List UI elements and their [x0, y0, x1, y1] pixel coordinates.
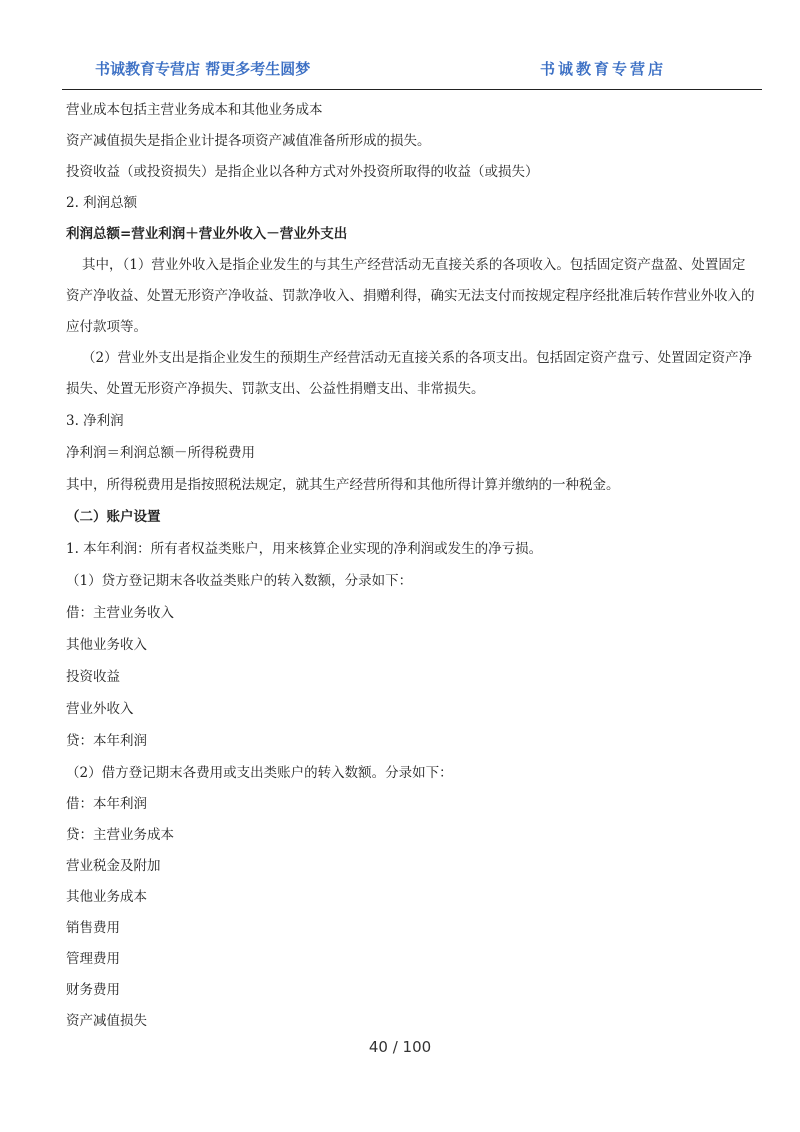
entry-line: 其他业务成本	[66, 889, 147, 905]
header-left-title: 书诚教育专营店 帮更多考生圆梦	[95, 60, 311, 78]
header-divider	[62, 89, 762, 90]
text-line: （1）贷方登记期末各收益类账户的转入数额，分录如下：	[66, 573, 413, 589]
text-line: （2）借方登记期末各费用或支出类账户的转入数额。分录如下：	[66, 765, 453, 781]
entry-line: 贷：主营业务成本	[66, 827, 174, 843]
entry-line: 其他业务收入	[66, 637, 147, 653]
entry-line: 借：本年利润	[66, 796, 147, 812]
entry-line: 贷：本年利润	[66, 733, 147, 749]
text-line: 其中，（1）营业外收入是指企业发生的与其生产经营活动无直接关系的各项收入。包括固定资产盘盈、处置固定	[82, 257, 746, 273]
text-line: 营业成本包括主营业务成本和其他业务成本	[66, 102, 323, 118]
entry-line: 借：主营业务收入	[66, 605, 174, 621]
formula-heading: 利润总额=营业利润＋营业外收入－营业外支出	[66, 226, 348, 242]
header-right-title: 书诚教育专营店	[540, 60, 667, 78]
text-line: （2）营业外支出是指企业发生的预期生产经营活动无直接关系的各项支出。包括固定资产盘亏、处置固定资产净	[82, 350, 753, 366]
section-heading: 3. 净利润	[66, 413, 124, 429]
text-line: 资产减值损失是指企业计提各项资产减值准备所形成的损失。	[66, 133, 431, 149]
text-line: 净利润＝利润总额－所得税费用	[66, 445, 255, 461]
entry-line: 投资收益	[66, 669, 120, 685]
text-line: 投资收益（或投资损失）是指企业以各种方式对外投资所取得的收益（或损失）	[66, 164, 539, 180]
entry-line: 营业税金及附加	[66, 858, 161, 874]
page-number: 40 / 100	[368, 1038, 432, 1056]
text-line: 应付款项等。	[66, 319, 147, 335]
entry-line: 资产减值损失	[66, 1013, 147, 1029]
entry-line: 营业外收入	[66, 701, 134, 717]
entry-line: 管理费用	[66, 951, 120, 967]
text-line: 资产净收益、处置无形资产净收益、罚款净收入、捐赠利得，确实无法支付而按规定程序经批准后转作营业外收入的	[66, 288, 755, 304]
text-line: 损失、处置无形资产净损失、罚款支出、公益性捐赠支出、非常损失。	[66, 381, 485, 397]
entry-line: 销售费用	[66, 920, 120, 936]
subsection-heading: （二）账户设置	[66, 509, 161, 525]
entry-line: 财务费用	[66, 982, 120, 998]
section-heading: 2. 利润总额	[66, 195, 138, 211]
text-line: 1. 本年利润：所有者权益类账户，用来核算企业实现的净利润或发生的净亏损。	[66, 541, 543, 557]
text-line: 其中，所得税费用是指按照税法规定，就其生产经营所得和其他所得计算并缴纳的一种税金。	[66, 477, 620, 493]
